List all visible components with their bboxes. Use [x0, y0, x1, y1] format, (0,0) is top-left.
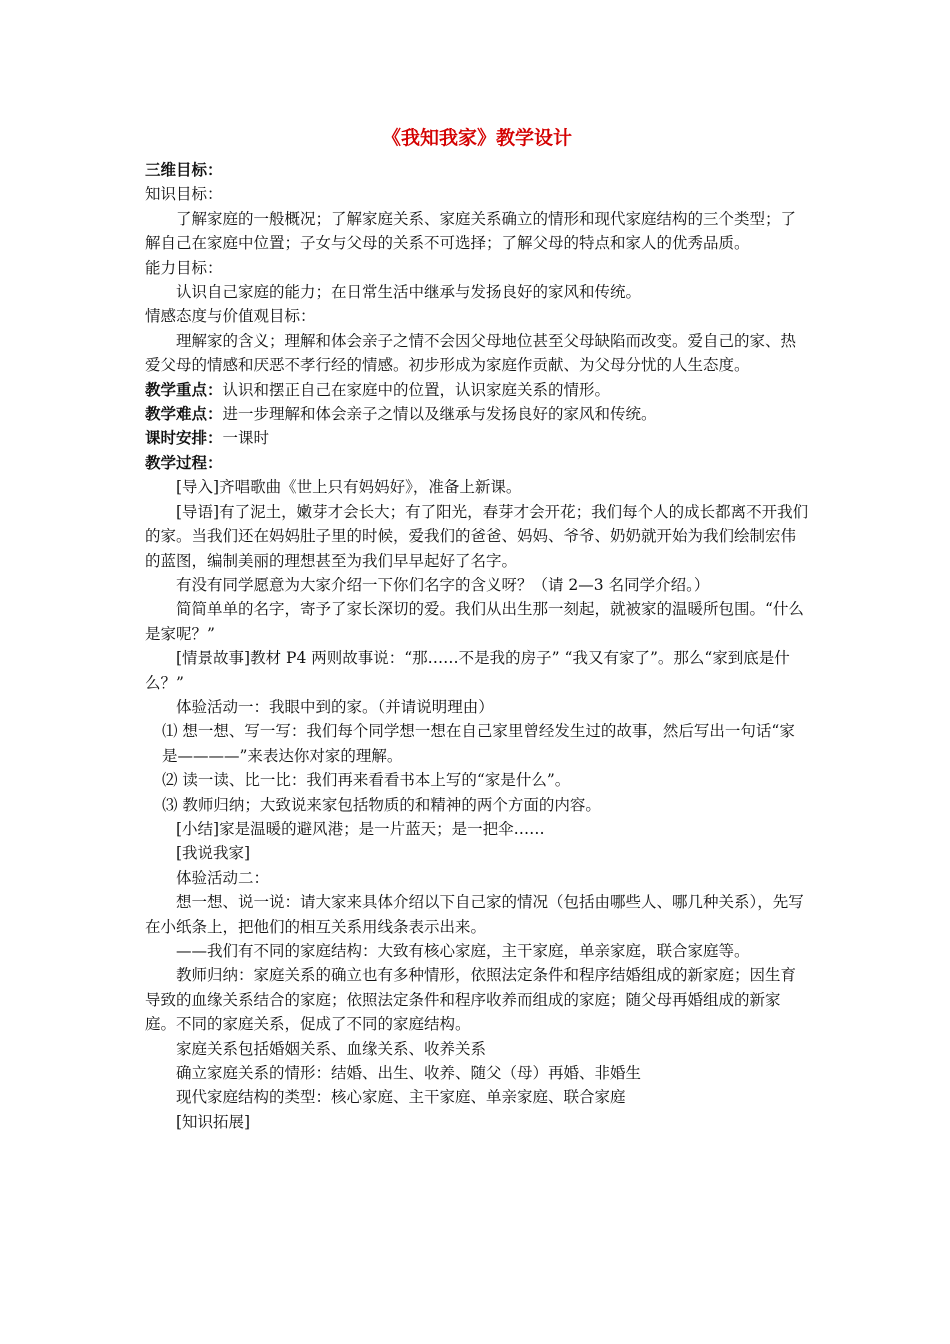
nengli-text: 认识自己家庭的能力；在日常生活中继承与发扬良好的家风和传统。	[176, 283, 642, 302]
paragraph: 家庭关系包括婚姻关系、血缘关系、收养关系	[176, 1039, 487, 1058]
zhongdian-row	[145, 378, 809, 402]
zhishi-label: 知识目标：	[145, 185, 223, 204]
qinggan-text: 理解家的含义；理解和体会亲子之情不会因父母地位甚至父母缺陷而改变。爱自己的家、热爱父母的情感和厌恶不孝行经的情感。初步形成为家庭作贡献、为父母分忧的人生态度。	[145, 331, 797, 375]
zhishi-text: 了解家庭的一般概况；了解家庭关系、家庭关系确立的情形和现代家庭结构的三个类型；了解自己在家庭中位置；子女与父母的关系不可选择；了解父母的特点和家人的优秀品质。	[145, 209, 797, 253]
numbered-item: ⑵ 读一读、比一比：我们再来看看书本上写的“家是什么”。	[162, 771, 571, 790]
paragraph: 体验活动一：我眼中到的家。（并请说明理由）	[176, 697, 494, 716]
document-page	[145, 118, 809, 1134]
sanwei-heading: 三维目标：	[145, 160, 223, 179]
paragraph: 确立家庭关系的情形：结婚、出生、收养、随父（母）再婚、非婚生	[176, 1064, 642, 1083]
document-title: 《我知我家》教学设计	[381, 127, 572, 149]
paragraph: ——我们有不同的家庭结构：大致有核心家庭，主干家庭，单亲家庭，联合家庭等。	[176, 942, 750, 960]
paragraph: [导语]有了泥土，嫩芽才会长大；有了阳光，春芽才会开花；我们每个人的成长都离不开我们的家。当我们还在妈妈肚子里的时候，爱我们的爸爸、妈妈、爷爷、奶奶就开始为我们绘制宏伟的蓝图，编制美丽的理想甚至为我们早早起好了名字。	[145, 502, 809, 570]
guocheng-heading: 教学过程：	[145, 452, 223, 472]
numbered-item: ⑶ 教师归纳；大致说来家包括物质的和精神的两个方面的内容。	[162, 795, 601, 814]
numbered-item: ⑴ 想一想、写一写：我们每个同学想一想在自己家里曾经发生过的故事，然后写出一句话“家是————”来表达你对家的理解。	[162, 722, 795, 765]
paragraph: 教师归纳：家庭关系的确立也有多种情形，依照法定条件和程序结婚组成的新家庭；因生育导致的血缘关系结合的家庭；依照法定条件和程序收养而组成的家庭；随父母再婚组成的新家庭。不同的家庭关系，促成了不同的家庭结构。	[145, 966, 797, 1034]
paragraph: 现代家庭结构的类型：核心家庭、主干家庭、单亲家庭、联合家庭	[176, 1088, 626, 1107]
nandian-text: 进一步理解和体会亲子之情以及继承与发扬良好的家风和传统。	[222, 405, 657, 424]
paragraph: [知识拓展]	[176, 1112, 251, 1131]
zhongdian-label: 教学重点：	[145, 379, 223, 399]
paragraph: [我说我家]	[176, 844, 251, 863]
paragraph: 体验活动二：	[176, 868, 270, 887]
keshi-text: 一课时	[222, 429, 270, 448]
qinggan-label: 情感态度与价值观目标：	[145, 307, 316, 326]
nengli-label: 能力目标：	[145, 258, 223, 277]
paragraph: [情景故事]教材 P4 两则故事说：“那……不是我的房子” “我又有家了”。那么“家到底是什么？”	[145, 649, 790, 692]
keshi-label: 课时安排：	[145, 428, 223, 448]
paragraph: [导入]齐唱歌曲《世上只有妈妈好》，准备上新课。	[176, 478, 522, 497]
nandian-label: 教学难点：	[145, 404, 223, 424]
paragraph: 简简单单的名字，寄予了家长深切的爱。我们从出生那一刻起，就被家的温暖所包围。“什么是家呢？”	[145, 600, 804, 643]
paragraph: [小结]家是温暖的避风港；是一片蓝天；是一把伞……	[176, 819, 545, 838]
paragraph: 想一想、说一说：请大家来具体介绍以下自己家的情况（包括由哪些人、哪几种关系），先写在小纸条上，把他们的相互关系用线条表示出来。	[145, 893, 804, 936]
zhongdian-text: 认识和摆正自己在家庭中的位置，认识家庭关系的情形。	[222, 380, 611, 399]
keshi-row	[145, 426, 809, 450]
nandian-row	[145, 402, 809, 426]
paragraph: 有没有同学愿意为大家介绍一下你们名字的含义呀？（请 2—3 名同学介绍。）	[176, 575, 710, 594]
